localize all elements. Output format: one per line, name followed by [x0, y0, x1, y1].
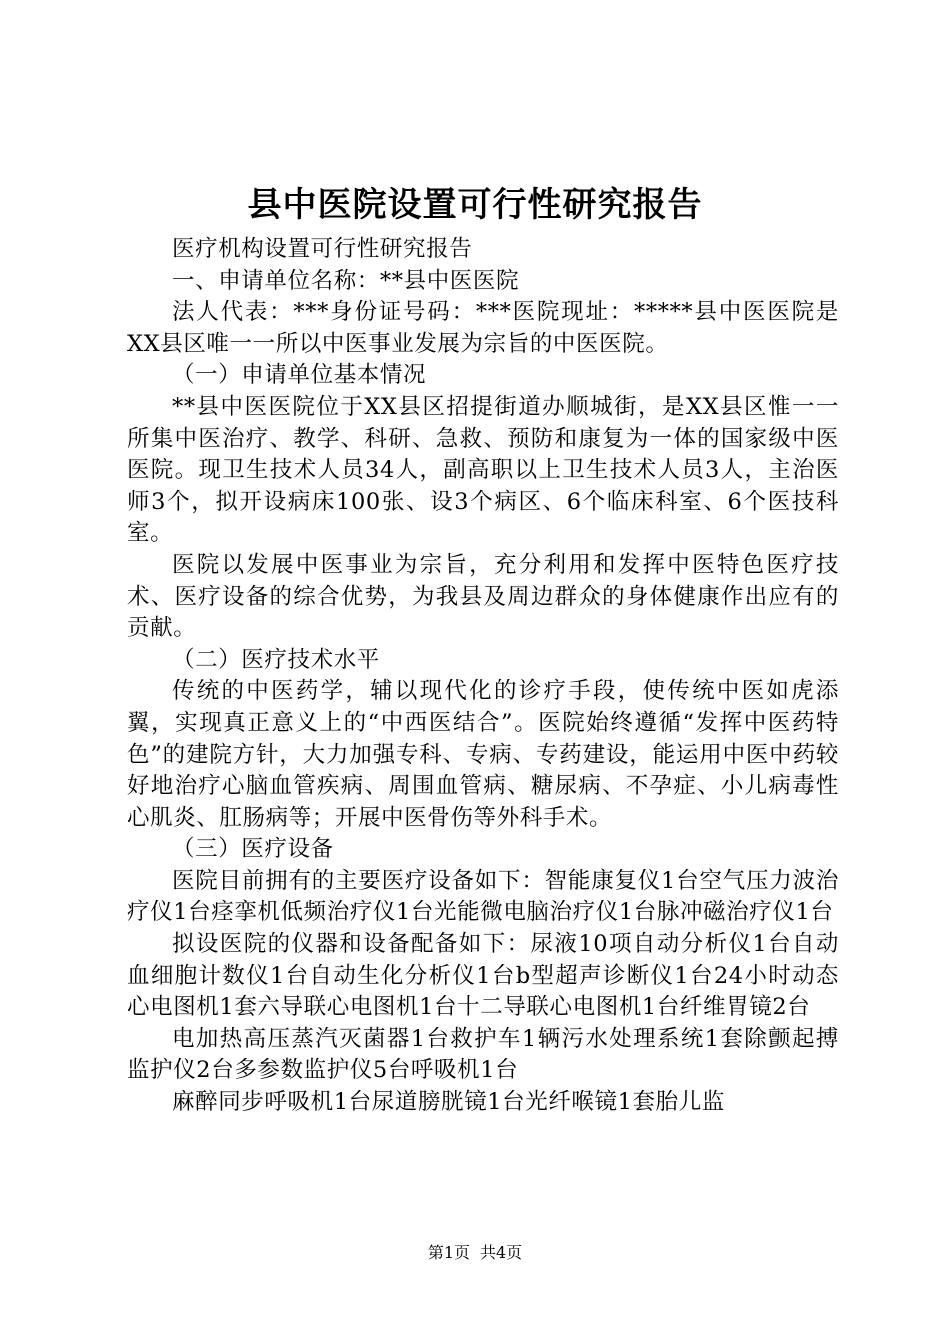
paragraph-equipment-continued-2: 麻醉同步呼吸机1台尿道膀胱镜1台光纤喉镜1套胎儿监: [172, 1089, 725, 1116]
paragraph-subsection-2-heading: （二）医疗技术水平: [172, 646, 380, 673]
paragraph-subsection-3-heading: （三）医疗设备: [172, 836, 334, 863]
document-title: 县中医院设置可行性研究报告: [247, 185, 703, 225]
paragraph-basic-info: **县中医医院位于XX县区招提街道办顺城街，是XX县区惟一一所集中医治疗、教学、科研、急救、预防和康复为一体的国家级中医医院。现卫生技术人员34人，副高职以上卫生技术人员3人，主治医师3个，拟开设病床100张、设3个病区、6个临床科室、6个医技科室。: [127, 393, 839, 547]
paragraph-report-name: 医疗机构设置可行性研究报告: [172, 236, 473, 262]
paragraph-planned-equipment: 拟设医院的仪器和设备配备如下：尿液10项自动分析仪1台自动血细胞计数仪1台自动生化分析仪1台b型超声诊断仪1台24小时动态心电图机1套六导联心电图机1台十二导联心电图机1台纤维胃镜2台: [127, 931, 839, 1021]
paragraph-section-1-heading: 一、申请单位名称：**县中医医院: [172, 267, 520, 294]
page-number: 第1页: [427, 1243, 470, 1262]
paragraph-equipment-continued-1: 电加热高压蒸汽灭菌器1台救护车1辆污水处理系统1套除颤起搏监护仪2台多参数监护仪5台呼吸机1台: [127, 1025, 839, 1084]
paragraph-subsection-1-heading: （一）申请单位基本情况: [172, 362, 427, 389]
page-footer: [0, 1242, 950, 1264]
paragraph-current-equipment: 医院目前拥有的主要医疗设备如下：智能康复仪1台空气压力波治疗仪1台痉挛机低频治疗仪1台光能微电脑治疗仪1台脉冲磁治疗仪1台: [127, 867, 839, 926]
page-total: 共4页: [480, 1243, 523, 1262]
document-body: [127, 234, 839, 1119]
paragraph-legal-representative: 法人代表：***身份证号码：***医院现址：*****县中医医院是XX县区唯一一所以中医事业发展为宗旨的中医医院。: [127, 299, 839, 357]
paragraph-mission: 医院以发展中医事业为宗旨，充分利用和发挥中医特色医疗技术、医疗设备的综合优势，为我县及周边群众的身体健康作出应有的贡献。: [127, 551, 839, 642]
paragraph-technical-level: 传统的中医药学，辅以现代化的诊疗手段，使传统中医如虎添翼，实现真正意义上的“中西医结合”。医院始终遵循“发挥中医药特色”的建院方针，大力加强专科、专病、专药建设，能运用中医中药较好地治疗心脑血管疾病、周围血管病、糖尿病、不孕症、小儿病毒性心肌炎、肛肠病等；开展中医骨伤等外科手术。: [127, 678, 839, 831]
